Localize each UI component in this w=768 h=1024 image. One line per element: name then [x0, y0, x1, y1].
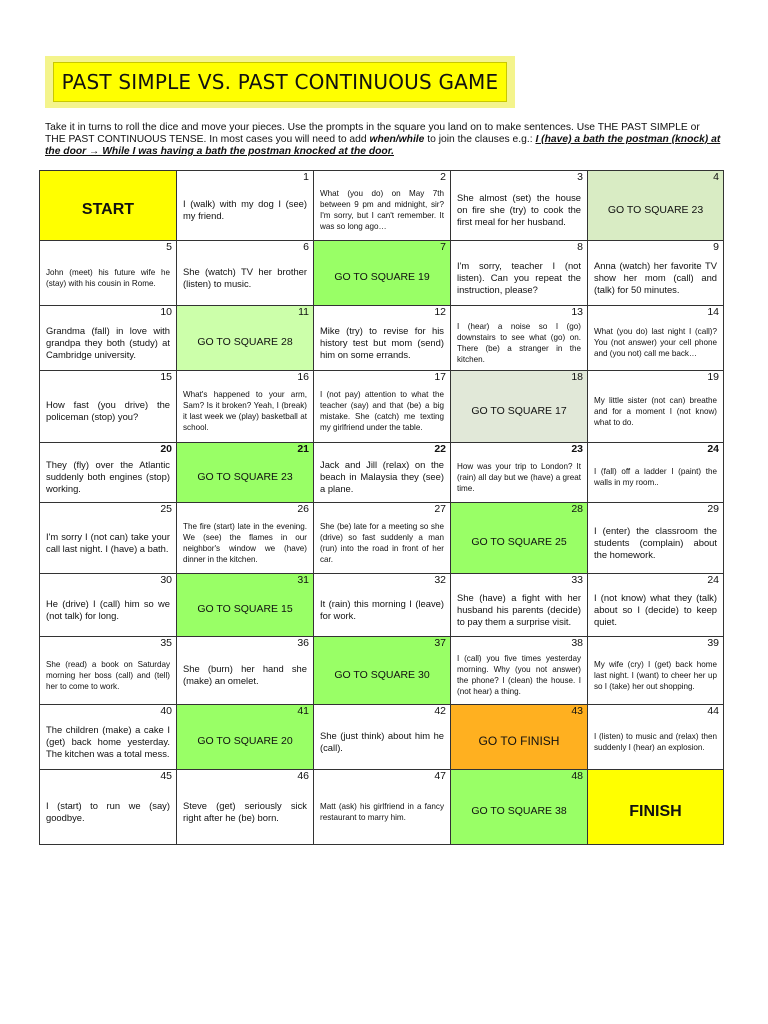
go-to-square[interactable] [451, 770, 588, 845]
board-square[interactable] [177, 371, 314, 443]
instructions-text: Take it in turns to roll the dice and move your pieces. Use the prompts in the square you land on to make sentences. Use THE PAST SIMPLE or THE PAST CONTINUOUS TENSE. In most cases you will need to add [45, 122, 700, 145]
square-number: 28 [571, 503, 583, 515]
board-row [40, 306, 724, 371]
game-title: PAST SIMPLE VS. PAST CONTINUOUS GAME [53, 62, 507, 102]
square-prompt: I (start) to run we (say) goodbye. [46, 799, 170, 823]
square-prompt: I (listen) to music and (relax) then suddenly I (hear) an explosion. [594, 731, 717, 752]
square-prompt: I (fall) off a ladder I (paint) the walls in my room.. [594, 467, 717, 487]
board-square[interactable] [177, 503, 314, 574]
go-to-square[interactable] [177, 574, 314, 637]
square-prompt: She (just think) about him he (call). [320, 729, 444, 753]
title-banner [45, 56, 515, 108]
square-number: 41 [297, 705, 309, 717]
square-number: 20 [160, 443, 172, 455]
square-number: 13 [571, 306, 583, 318]
square-prompt: I (call) you five times yesterday morning. Why (you not answer) the phone? I (clean) the house. I (not hear) a thing. [457, 654, 581, 696]
board-row [40, 241, 724, 306]
square-number: 47 [434, 770, 446, 782]
square-number: 12 [434, 306, 446, 318]
square-prompt: Matt (ask) his girlfriend in a fancy restaurant to marry him. [320, 801, 444, 822]
board-square[interactable] [40, 503, 177, 574]
board-square[interactable] [40, 371, 177, 443]
square-prompt: Steve (get) seriously sick right after he (be) born. [183, 799, 307, 823]
square-number: 21 [297, 443, 309, 455]
square-prompt: Jack and Jill (relax) on the beach in Malaysia they (see) a plane. [320, 459, 444, 494]
board-square[interactable] [451, 241, 588, 306]
square-number: 33 [571, 574, 583, 586]
board-square[interactable] [40, 637, 177, 705]
square-prompt: GO TO SQUARE 23 [197, 470, 293, 483]
game-board [39, 170, 724, 845]
square-prompt: GO TO SQUARE 28 [197, 336, 293, 348]
square-prompt: How fast (you drive) the policeman (stop) you? [46, 399, 170, 422]
square-prompt: GO TO SQUARE 17 [471, 404, 567, 417]
square-prompt: Anna (watch) her favorite TV show her mom (call) and (talk) for 50 minutes. [594, 259, 717, 295]
square-number: 27 [434, 503, 446, 515]
finish-square[interactable] [588, 770, 724, 845]
square-number: 43 [571, 705, 583, 717]
go-to-finish-square[interactable] [451, 705, 588, 770]
square-number: 36 [297, 637, 309, 649]
board-row [40, 637, 724, 705]
square-prompt: She almost (set) the house on fire she (try) to cook the first meal for her husband. [457, 192, 581, 227]
square-number: 14 [707, 306, 719, 318]
square-number: 40 [160, 705, 172, 717]
square-prompt: What (you do) last night I (call)? You (not answer) your cell phone and (you not) call me back… [594, 327, 717, 358]
square-prompt: He (drive) I (call) him so we (not talk) for long. [46, 597, 170, 621]
square-prompt: How was your trip to London? It (rain) all day but we (have) a great time. [457, 461, 581, 493]
square-number: 26 [297, 503, 309, 515]
board-square[interactable] [40, 443, 177, 503]
square-prompt: The children (make) a cake I (get) back home yesterday. The kitchen was a total mess. [46, 723, 170, 759]
board-square[interactable] [588, 503, 724, 574]
square-prompt: GO TO SQUARE 23 [607, 203, 704, 216]
go-to-square[interactable] [314, 241, 451, 306]
square-prompt: START [81, 201, 135, 218]
square-number: 24 [707, 443, 719, 455]
square-number: 30 [160, 574, 172, 586]
square-prompt: GO TO SQUARE 15 [197, 603, 293, 615]
go-to-square[interactable] [451, 371, 588, 443]
square-number: 32 [434, 574, 446, 586]
instructions-example: I (have) a bath the postman (knock) at the door → While I was having a bath the postman knocked at the door. [45, 134, 721, 157]
start-square[interactable] [40, 171, 177, 241]
square-prompt: FINISH [629, 802, 682, 820]
board-square[interactable] [40, 241, 177, 306]
square-prompt: What (you do) on May 7th between 9 pm and midnight, sir? I'm sorry, but I can't remember. It was so long ago… [320, 189, 444, 231]
square-prompt: I'm sorry I (not can) take your call last night. I (have) a bath. [46, 530, 170, 554]
board-square[interactable] [314, 443, 451, 503]
go-to-square[interactable] [177, 306, 314, 371]
square-number: 39 [707, 637, 719, 649]
square-number: 2 [440, 171, 446, 183]
square-number: 11 [298, 306, 309, 318]
board-square[interactable] [451, 637, 588, 705]
board-square[interactable] [40, 705, 177, 770]
go-to-square[interactable] [177, 705, 314, 770]
board-row [40, 705, 724, 770]
square-prompt: She (burn) her hand she (make) an omelet. [183, 663, 307, 686]
square-prompt: I (not know) what they (talk) about so I (decide) to keep quiet. [594, 591, 717, 627]
board-square[interactable] [177, 171, 314, 241]
board-row [40, 574, 724, 637]
square-prompt: John (meet) his future wife he (stay) with his cousin in Rome. [46, 267, 170, 288]
square-prompt: GO TO SQUARE 19 [334, 271, 430, 283]
square-number: 37 [434, 637, 446, 649]
square-prompt: They (fly) over the Atlantic suddenly both engines (stop) working. [46, 459, 170, 494]
square-prompt: My little sister (not can) breathe and for a moment I (not know) what to do. [594, 395, 717, 427]
square-number: 6 [303, 241, 309, 253]
board-square[interactable] [177, 637, 314, 705]
square-prompt: GO TO SQUARE 30 [334, 668, 430, 681]
square-number: 46 [297, 770, 309, 782]
square-prompt: The fire (start) late in the evening. We (see) the flames in our neighbor's window we (have) dinner in the kitchen. [183, 521, 307, 564]
square-number: 29 [707, 503, 719, 515]
square-number: 15 [160, 371, 172, 383]
square-prompt: I (walk) with my dog I (see) my friend. [183, 198, 307, 221]
square-number: 4 [713, 171, 719, 183]
board-square[interactable] [177, 770, 314, 845]
board-square[interactable] [177, 241, 314, 306]
square-number: 48 [571, 770, 583, 782]
go-to-square[interactable] [314, 637, 451, 705]
board-square[interactable] [451, 574, 588, 637]
square-prompt: What's happened to your arm, Sam? Is it broken? Yeah, I (break) it last week we (play) basketball at school. [183, 390, 307, 432]
board-square[interactable] [588, 574, 724, 637]
square-number: 5 [166, 241, 172, 253]
square-number: 1 [303, 171, 309, 183]
board-square[interactable] [588, 306, 724, 371]
board-square[interactable] [588, 637, 724, 705]
board-square[interactable] [40, 770, 177, 845]
square-prompt: I (hear) a noise so I (go) downstairs to see what (go) on. There (be) a stranger in the kitchen. [457, 321, 581, 364]
square-number: 38 [571, 637, 583, 649]
square-prompt: I (not pay) attention to what the teacher (say) and that (be) a big mistake. She (catch) me texting my girlfriend under the table. [320, 390, 444, 432]
square-prompt: She (watch) TV her brother (listen) to music. [183, 265, 307, 289]
square-number: 16 [297, 371, 309, 383]
square-prompt: I'm sorry, teacher I (not listen). Can you repeat the instruction, please? [457, 259, 581, 295]
square-number: 9 [713, 241, 719, 253]
board-row [40, 443, 724, 503]
square-prompt: My wife (cry) I (get) back home last night. I (want) to cheer her up so I (take) her out shopping. [594, 659, 717, 691]
board-square[interactable] [314, 306, 451, 371]
board-square[interactable] [314, 705, 451, 770]
square-number: 24 [707, 574, 719, 586]
board-square[interactable] [588, 371, 724, 443]
square-prompt: GO TO FINISH [478, 734, 560, 748]
board-square[interactable] [314, 371, 451, 443]
square-prompt: She (read) a book on Saturday morning her boss (call) and (tell) her to come to work. [46, 659, 170, 691]
square-prompt: It (rain) this morning I (leave) for work. [320, 597, 444, 621]
square-prompt: I (enter) the classroom the students (complain) about the homework. [594, 524, 717, 560]
go-to-square[interactable] [177, 443, 314, 503]
square-number: 3 [577, 171, 583, 183]
square-number: 44 [707, 705, 719, 717]
board-square[interactable] [451, 306, 588, 371]
square-number: 10 [160, 306, 172, 318]
square-number: 19 [707, 371, 719, 383]
board-square[interactable] [314, 574, 451, 637]
board-row [40, 503, 724, 574]
square-number: 7 [440, 241, 446, 253]
square-number: 22 [434, 443, 446, 455]
square-number: 45 [160, 770, 172, 782]
square-prompt: She (be) late for a meeting so she (drive) so fast suddenly a man (run) into the road in front of her car. [320, 521, 444, 564]
square-number: 42 [434, 705, 446, 717]
board-square[interactable] [40, 306, 177, 371]
go-to-square[interactable] [588, 171, 724, 241]
board-row [40, 171, 724, 241]
square-prompt: Mike (try) to revise for his history test but mom (send) him on some errands. [320, 324, 444, 360]
board-square[interactable] [451, 443, 588, 503]
square-number: 17 [434, 371, 446, 383]
board-row [40, 770, 724, 845]
board-square[interactable] [588, 241, 724, 306]
instructions [45, 122, 723, 158]
instructions-mid: to join the clauses e.g.: [424, 134, 536, 145]
board-square[interactable] [40, 574, 177, 637]
square-prompt: GO TO SQUARE 25 [471, 536, 567, 548]
board-square[interactable] [314, 171, 451, 241]
square-prompt: She (have) a fight with her husband his parents (decide) to pay them a surprise visit. [457, 591, 581, 627]
square-number: 18 [571, 371, 583, 383]
board-square[interactable] [588, 443, 724, 503]
instructions-connector: when/while [369, 134, 425, 145]
go-to-square[interactable] [451, 503, 588, 574]
board-square[interactable] [451, 171, 588, 241]
board-square[interactable] [314, 770, 451, 845]
square-number: 8 [577, 241, 583, 253]
square-prompt: Grandma (fall) in love with grandpa they both (study) at Cambridge university. [46, 324, 170, 360]
board-square[interactable] [314, 503, 451, 574]
square-number: 25 [160, 503, 172, 515]
board-square[interactable] [588, 705, 724, 770]
square-number: 31 [297, 574, 309, 586]
square-number: 35 [160, 637, 172, 649]
board-row [40, 371, 724, 443]
square-number: 23 [571, 443, 583, 455]
square-prompt: GO TO SQUARE 38 [471, 805, 567, 817]
square-prompt: GO TO SQUARE 20 [197, 735, 293, 747]
